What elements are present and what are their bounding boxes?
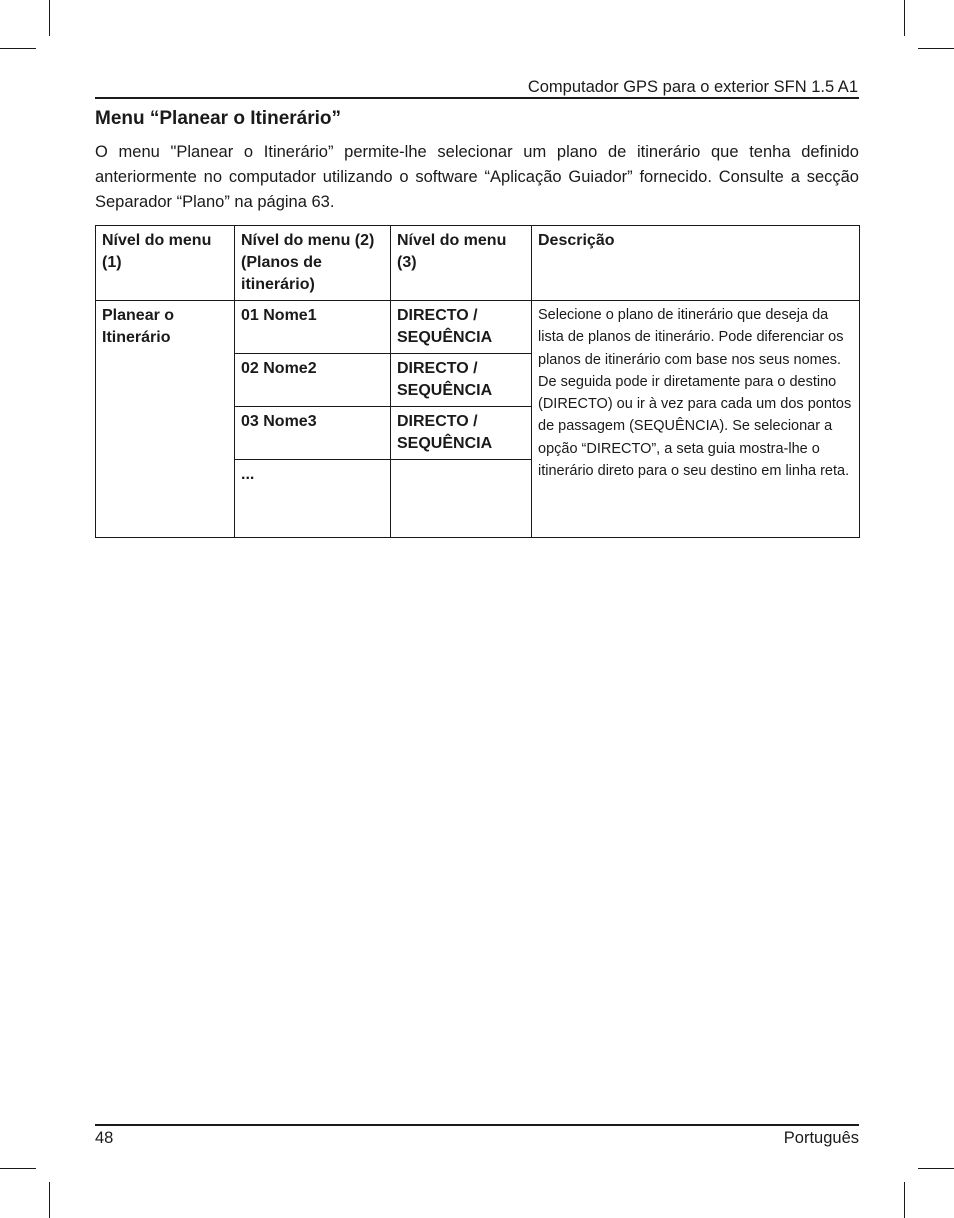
crop-mark (918, 48, 954, 49)
crop-mark (904, 1182, 905, 1218)
header-rule (95, 97, 859, 99)
cell-level3: DIRECTO / SEQUÊNCIA (391, 407, 532, 460)
page-number: 48 (95, 1129, 114, 1147)
crop-mark (49, 1182, 50, 1218)
crop-mark (49, 0, 50, 36)
cell-level2: 03 Nome3 (235, 407, 391, 460)
header-level3: Nível do menu (3) (391, 226, 532, 301)
table-header-row (96, 226, 860, 301)
cell-level1: Planear o Itinerário (96, 301, 235, 538)
table-row (96, 301, 860, 354)
cell-level3: DIRECTO / SEQUÊNCIA (391, 354, 532, 407)
crop-mark (918, 1168, 954, 1169)
footer-language: Português (783, 1129, 859, 1147)
intro-paragraph: O menu "Planear o Itinerário” permite-lhe selecionar um plano de itinerário que tenha definido anteriormente no computador utilizando o software “Aplicação Guiador” fornecido. Consulte a secção Separador “Plano” na página 63. (95, 143, 859, 211)
cell-description: Selecione o plano de itinerário que deseja da lista de planos de itinerário. Pode diferenciar os planos de itinerário com base nos seus nomes. De seguida pode ir diretamente para o destino (DIRECTO) ou ir à vez para cada um dos pontos de passagem (SEQUÊNCIA). Se selecionar a opção “DIRECTO”, a seta guia mostra-lhe o itinerário direto para o seu destino em linha reta. (532, 301, 860, 538)
crop-mark (0, 1168, 36, 1169)
footer-rule (95, 1124, 859, 1126)
cell-level3: DIRECTO / SEQUÊNCIA (391, 301, 532, 354)
crop-mark (904, 0, 905, 36)
running-header: Computador GPS para o exterior SFN 1.5 A1 (527, 78, 858, 96)
header-description: Descrição (532, 226, 860, 301)
cell-level2: 02 Nome2 (235, 354, 391, 407)
cell-level3 (391, 460, 532, 538)
section-title: Menu “Planear o Itinerário” (95, 108, 341, 129)
cell-level2: 01 Nome1 (235, 301, 391, 354)
header-level2: Nível do menu (2) (Planos de itinerário) (235, 226, 391, 301)
header-level1: Nível do menu (1) (96, 226, 235, 301)
cell-level2: ... (235, 460, 391, 538)
menu-table (95, 225, 860, 538)
crop-mark (0, 48, 36, 49)
